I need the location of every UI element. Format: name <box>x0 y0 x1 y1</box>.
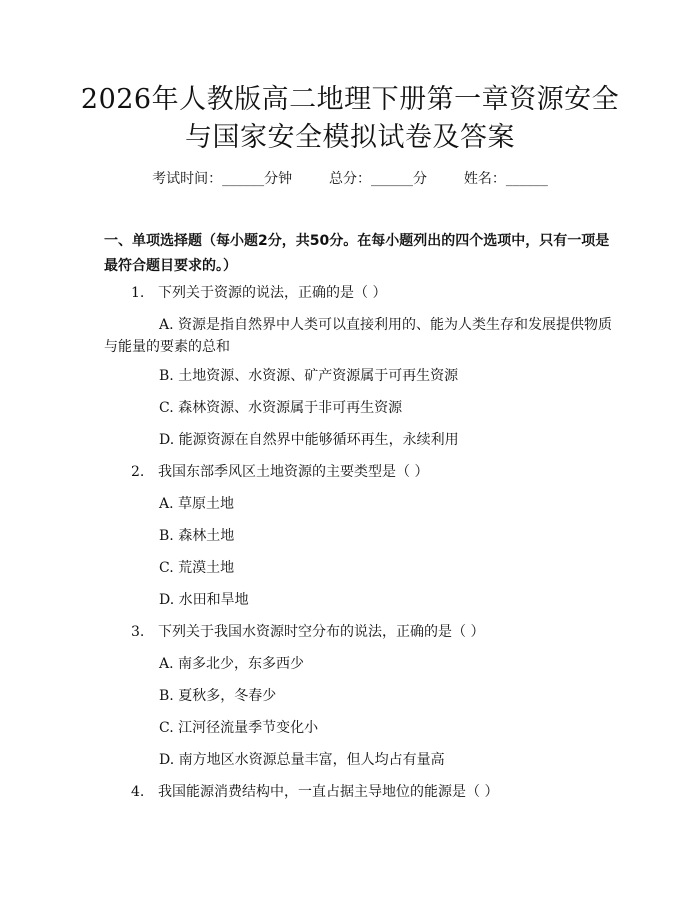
question-number: 2. <box>131 464 145 480</box>
exam-meta <box>100 168 600 188</box>
score-label: 总分： <box>329 171 371 187</box>
name-label: 姓名： <box>463 171 506 187</box>
q2-option-c: C. 荒漠土地 <box>159 560 235 576</box>
question-4 <box>131 781 498 801</box>
question-text: 我国东部季风区土地资源的主要类型是（ ） <box>158 464 429 480</box>
question-text: 下列关于我国水资源时空分布的说法，正确的是（ ） <box>158 624 485 640</box>
exam-title-line-2: 与国家安全模拟试卷及答案 <box>185 122 515 153</box>
question-1 <box>131 282 386 302</box>
score-unit: 分 <box>413 171 427 187</box>
question-number: 3. <box>131 624 145 640</box>
question-text: 下列关于资源的说法，正确的是（ ） <box>158 285 387 301</box>
q1-option-c: C. 森林资源、水资源属于非可再生资源 <box>159 400 403 416</box>
name-blank: ______ <box>505 171 548 187</box>
question-text: 我国能源消费结构中，一直占据主导地位的能源是（ ） <box>158 784 499 800</box>
q1-option-b: B. 土地资源、水资源、矿产资源属于可再生资源 <box>159 368 459 384</box>
question-number: 4. <box>131 784 145 800</box>
question-number: 1. <box>131 285 145 301</box>
q1-option-d: D. 能源资源在自然界中能够循环再生，永续利用 <box>159 432 459 448</box>
question-3 <box>131 621 484 641</box>
q3-option-b: B. 夏秋多，冬春少 <box>159 688 277 704</box>
q3-option-a: A. 南多北少，东多西少 <box>159 656 305 672</box>
q3-option-d: D. 南方地区水资源总量丰富，但人均占有量高 <box>159 752 445 768</box>
time-label: 考试时间： <box>152 171 223 187</box>
q2-option-d: D. 水田和旱地 <box>159 592 249 608</box>
q3-option-c: C. 江河径流量季节变化小 <box>159 720 319 736</box>
time-unit: 分钟 <box>264 171 293 187</box>
time-blank: ______ <box>222 171 265 187</box>
section-heading: 一、单项选择题（每小题2分，共50分。在每小题列出的四个选项中，只有一项是最符合题目要求的。） <box>104 233 610 274</box>
q2-option-a: A. 草原土地 <box>159 496 235 512</box>
score-blank: ______ <box>371 171 413 187</box>
exam-title-line-1: 2026年人教版高二地理下册第一章资源安全 <box>80 84 620 115</box>
question-2 <box>131 461 428 481</box>
q1-option-a: A. 资源是指自然界中人类可以直接利用的、能为人类生存和发展提供物质与能量的要素的总和 <box>104 317 613 355</box>
q2-option-b: B. 森林土地 <box>159 528 235 544</box>
